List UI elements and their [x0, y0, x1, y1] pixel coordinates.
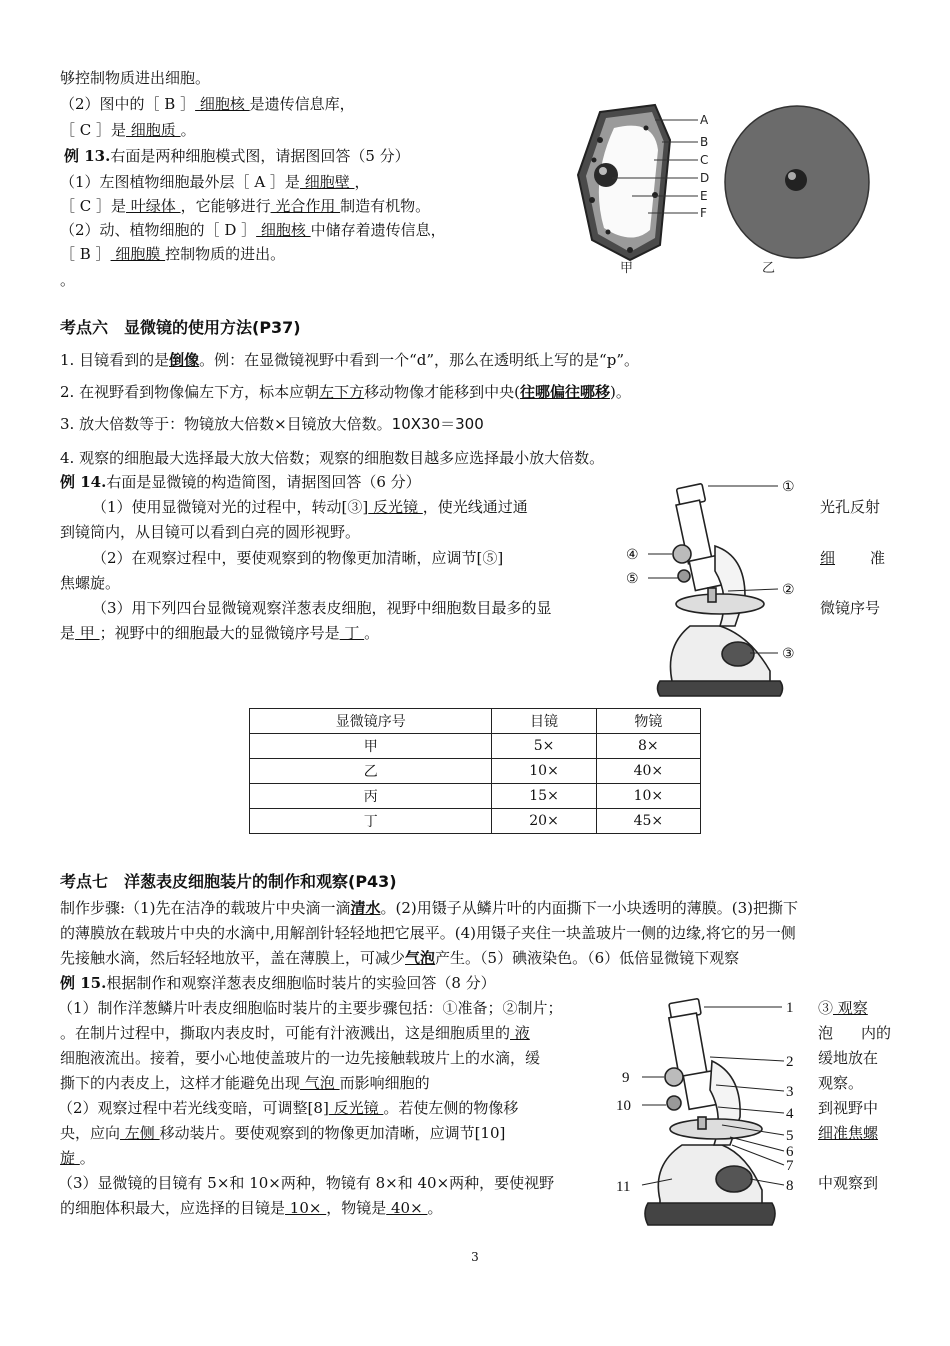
- micro1-label-1: ①: [782, 479, 795, 495]
- table-cell: 10×: [596, 784, 700, 809]
- example-14-q2-right: 细 准: [820, 549, 886, 567]
- section-6-point-2: 2. 在视野看到物像偏左下方，标本应朝左下方移动物像才能移到中央(往哪偏往哪移)。: [60, 383, 631, 401]
- example-14-q2: （2）在观察过程中，要使观察到的物像更加清晰，应调节[⑤]: [92, 549, 504, 567]
- label-b: B: [700, 135, 709, 149]
- example-15-right-3: 缓地放在: [818, 1049, 879, 1067]
- plant-cell-figure: [578, 105, 670, 260]
- cell-diagram: [570, 100, 870, 280]
- example-15-line-4: 撕下的内表皮上，这样才能避免出现 气泡 而影响细胞的: [60, 1074, 430, 1092]
- label-f: F: [700, 206, 707, 220]
- label-d: D: [700, 171, 710, 185]
- example-13-q1: （1）左图植物细胞最外层［ A ］是 细胞壁 ，: [60, 173, 370, 191]
- table-row: [250, 784, 701, 809]
- micro2-label-11: 11: [616, 1179, 631, 1195]
- example-15-right-2: 泡 内的: [818, 1024, 892, 1042]
- example-14-q1-cont: 到镜筒内，从目镜可以看到白亮的圆形视野。: [60, 523, 361, 541]
- section-7-title: 考点七 洋葱表皮细胞装片的制作和观察(P43): [60, 872, 397, 891]
- animal-cell-figure: [725, 106, 869, 258]
- example-13-dot: 。: [60, 271, 76, 289]
- micro2-label-1: 1: [786, 1000, 794, 1016]
- table-header-row: [250, 709, 701, 734]
- example-15-right-7: 中观察到: [818, 1174, 879, 1192]
- label-a: A: [700, 113, 709, 127]
- table-cell: 10×: [492, 759, 596, 784]
- label-c: C: [700, 153, 709, 167]
- example-14-q2-cont: 焦螺旋。: [60, 574, 121, 592]
- micro2-label-7: 7: [786, 1158, 794, 1174]
- table-cell: 20×: [492, 809, 596, 834]
- example-15-line-6: 央，应向 左侧 移动装片。要使观察到的物像更加清晰，应调节[10]: [60, 1124, 506, 1142]
- micro1-label-4: ④: [626, 547, 639, 563]
- table-header: 目镜: [492, 709, 596, 734]
- section-6-point-3: 3. 放大倍数等于：物镜放大倍数×目镜放大倍数。10X30＝300: [60, 415, 484, 433]
- table-cell: 45×: [596, 809, 700, 834]
- table-row: [250, 759, 701, 784]
- example-15-line-7: 旋 。: [60, 1149, 95, 1167]
- example-15-line-8: （3）显微镜的目镜有 5×和 10×两种，物镜有 8×和 40×两种，要使视野: [58, 1174, 555, 1192]
- example-15-title: 例 15.根据制作和观察洋葱表皮细胞临时装片的实验回答（8 分）: [60, 974, 496, 992]
- table-cell: 5×: [492, 734, 596, 759]
- example-14-title: 例 14.右面是显微镜的构造简图，请据图回答（6 分）: [60, 473, 421, 491]
- micro2-label-4: 4: [786, 1106, 794, 1122]
- section-6-point-4: 4. 观察的细胞最大选择最大放大倍数；观察的细胞数目越多应选择最小放大倍数。: [60, 449, 605, 467]
- example-14-q3-right: 微镜序号: [820, 599, 881, 617]
- table-row: [250, 734, 701, 759]
- page-number: 3: [471, 1250, 479, 1264]
- example-15-right-1: ③ 观察: [818, 999, 868, 1017]
- example-15-line-2: 。在制片过程中，撕取内表皮时，可能有汁液溅出，这是细胞质里的 液: [60, 1024, 530, 1042]
- table-row: [250, 809, 701, 834]
- table-cell: 8×: [596, 734, 700, 759]
- section-6-title: 考点六 显微镜的使用方法(P37): [60, 318, 301, 337]
- micro2-label-5: 5: [786, 1128, 794, 1144]
- example-15-line-3: 细胞液流出。接着，要小心地使盖玻片的一边先接触载玻片上的水滴，缓: [60, 1049, 541, 1067]
- example-14-q3: （3）用下列四台显微镜观察洋葱表皮细胞，视野中细胞数目最多的显: [92, 599, 552, 617]
- microscope-diagram-1: [620, 476, 810, 706]
- table-header: 显微镜序号: [250, 709, 492, 734]
- table-cell: 乙: [250, 759, 492, 784]
- example-15-right-4: 观察。: [818, 1074, 864, 1092]
- table-header: 物镜: [596, 709, 700, 734]
- example-14-q1: （1）使用显微镜对光的过程中，转动[③] 反光镜 ，使光线通过通: [92, 498, 528, 516]
- section-7-line-3: 先接触水滴，然后轻轻地放平，盖在薄膜上，可减少气泡产生。（5）碘液染色。（6）低倍显微镜下观察: [60, 949, 740, 967]
- label-plant: 甲: [620, 261, 634, 276]
- label-e: E: [700, 189, 708, 203]
- example-15-right-5: 到视野中: [818, 1099, 879, 1117]
- microscope-diagram-2: [612, 995, 812, 1240]
- example-14-q1-right: 光孔反射: [820, 498, 881, 516]
- micro1-label-3: ③: [782, 646, 795, 662]
- micro2-label-6: 6: [786, 1144, 794, 1160]
- table-cell: 丁: [250, 809, 492, 834]
- example-13-title: 例 13.右面是两种细胞模式图，请据图回答（5 分）: [64, 147, 410, 165]
- example-15-line-9: 的细胞体积最大，应选择的目镜是 10× ，物镜是 40× 。: [60, 1199, 443, 1217]
- micro1-label-5: ⑤: [626, 571, 639, 587]
- carry-line-1: 够控制物质进出细胞。: [60, 69, 211, 87]
- example-13-q2-cont: ［ B ］ 细胞膜 控制物质的进出。: [60, 245, 286, 263]
- carry-line-2: （2）图中的［ B ］ 细胞核 是遗传信息库，: [60, 95, 355, 113]
- micro1-label-2: ②: [782, 582, 795, 598]
- section-7-line-2: 的薄膜放在载玻片中央的水滴中,用解剖针轻轻地把它展平。(4)用镊子夹住一块盖玻片一侧的边缘,将它的另一侧: [60, 924, 796, 942]
- micro2-label-8: 8: [786, 1178, 794, 1194]
- microscope-table: [249, 708, 701, 834]
- section-6-point-1: 1. 目镜看到的是倒像。例：在显微镜视野中看到一个“d”，那么在透明纸上写的是“p”。: [60, 351, 639, 369]
- table-cell: 甲: [250, 734, 492, 759]
- example-13-q1-cont: ［ C ］是 叶绿体 ，它能够进行 光合作用 制造有机物。: [60, 197, 431, 215]
- example-15-right-6: 细准焦螺: [818, 1124, 879, 1142]
- table-cell: 15×: [492, 784, 596, 809]
- micro2-label-2: 2: [786, 1054, 794, 1070]
- table-cell: 40×: [596, 759, 700, 784]
- micro2-label-9: 9: [622, 1070, 630, 1086]
- example-15-line-1: （1）制作洋葱鳞片叶表皮细胞临时装片的主要步骤包括：①准备；②制片；: [58, 999, 563, 1017]
- carry-line-3: ［ C ］是 细胞质 。: [60, 121, 196, 139]
- section-7-line-1: 制作步骤:（1)先在洁净的载玻片中央滴一滴清水。(2)用镊子从鳞片叶的内面撕下一小块透明的薄膜。(3)把撕下: [60, 899, 798, 917]
- example-14-q3-cont: 是 甲 ；视野中的细胞最大的显微镜序号是 丁 。: [60, 624, 380, 642]
- example-13-q2: （2）动、植物细胞的［ D ］ 细胞核 中储存着遗传信息，: [60, 221, 446, 239]
- label-animal: 乙: [762, 261, 776, 276]
- table-cell: 丙: [250, 784, 492, 809]
- example-15-line-5: （2）观察过程中若光线变暗，可调整[8] 反光镜 。若使左侧的物像移: [58, 1099, 519, 1117]
- micro2-label-3: 3: [786, 1084, 794, 1100]
- micro2-label-10: 10: [616, 1098, 631, 1114]
